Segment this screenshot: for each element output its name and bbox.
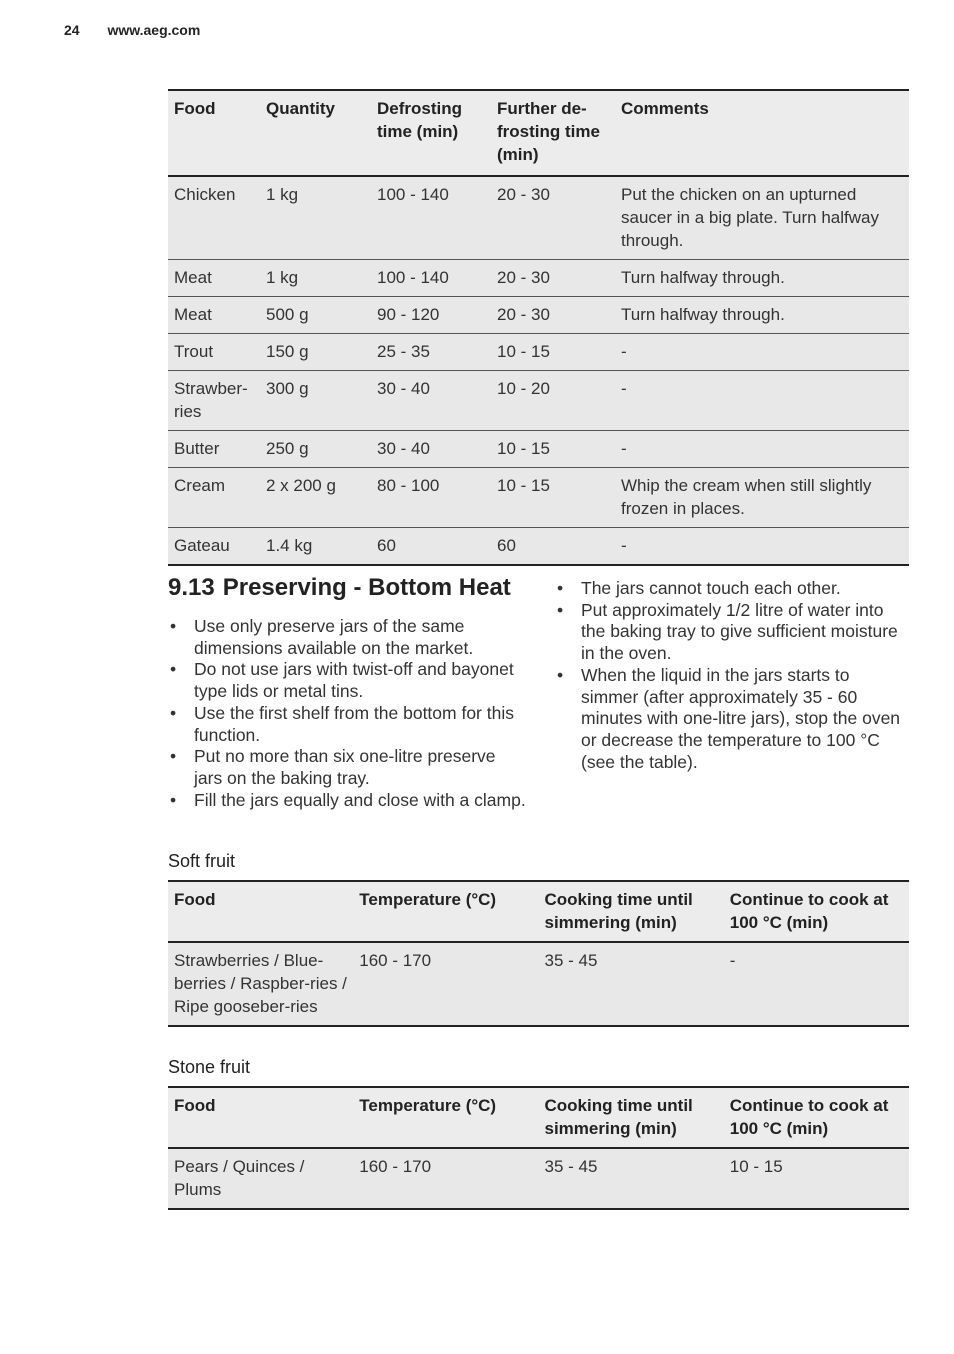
- cell-further-time: 20 - 30: [497, 268, 550, 287]
- column-header: Quantity: [266, 99, 335, 118]
- column-header: Cooking time until simmering (min): [544, 1096, 693, 1138]
- page-header: [64, 22, 200, 38]
- cell-food: Butter: [174, 439, 220, 458]
- stone-fruit-table: [168, 1086, 909, 1210]
- cell-cooking-time: 35 - 45: [544, 951, 598, 970]
- cell-further-time: 60: [497, 536, 516, 555]
- cell-comments: -: [621, 536, 627, 555]
- cell-further-time: 10 - 15: [497, 439, 550, 458]
- list-item: • Put approximately 1/2 litre of water into the baking tray to give sufficient moisture in the oven.: [555, 600, 909, 665]
- page-number: 24: [64, 22, 80, 38]
- cell-food: Trout: [174, 342, 214, 361]
- cell-quantity: 2 x 200 g: [266, 476, 336, 495]
- cell-food: Meat: [174, 305, 212, 324]
- table-row: [168, 1148, 909, 1209]
- cell-defrost-time: 80 - 100: [377, 476, 440, 495]
- table-row: [168, 528, 909, 566]
- cell-further-time: 10 - 20: [497, 379, 550, 398]
- table-row: [168, 431, 909, 468]
- cell-quantity: 500 g: [266, 305, 309, 324]
- cell-comments: -: [621, 439, 627, 458]
- cell-comments: Whip the cream when still slightly frozen in places.: [621, 476, 872, 518]
- list-item: • Fill the jars equally and close with a clamp.: [168, 790, 528, 812]
- cell-continue-time: -: [729, 951, 736, 970]
- cell-food: Cream: [174, 476, 226, 495]
- cell-food: Pears / Quinces / Plums: [174, 1157, 305, 1199]
- column-header: Temperature (°C): [359, 1096, 497, 1115]
- cell-temperature: 160 - 170: [359, 1157, 432, 1176]
- list-item: • When the liquid in the jars starts to simmer (after approximately 35 - 60 minutes with one-litre jars), stop the oven or decrease the temperature to 100 °C (see the table).: [555, 665, 909, 774]
- table-row: [168, 176, 909, 260]
- cell-comments: Turn halfway through.: [621, 268, 785, 287]
- list-item: • The jars cannot touch each other.: [555, 578, 909, 600]
- column-header: Defrosting time (min): [377, 99, 462, 141]
- cell-comments: -: [621, 379, 627, 398]
- list-item: • Do not use jars with twist-off and bayonet type lids or metal tins.: [168, 659, 528, 702]
- cell-further-time: 20 - 30: [497, 305, 550, 324]
- cell-defrost-time: 30 - 40: [377, 379, 430, 398]
- cell-defrost-time: 60: [377, 536, 396, 555]
- cell-defrost-time: 90 - 120: [377, 305, 440, 324]
- list-item: • Use the first shelf from the bottom for this function.: [168, 703, 528, 746]
- cell-quantity: 1.4 kg: [266, 536, 313, 555]
- list-item: • Put no more than six one-litre preserve jars on the baking tray.: [168, 746, 528, 789]
- section-title-text: Preserving - Bottom Heat: [222, 574, 511, 601]
- column-header: Food: [174, 1096, 216, 1115]
- list-item: • Use only preserve jars of the same dimensions available on the market.: [168, 616, 528, 659]
- column-header: Further de-frosting time (min): [497, 99, 600, 164]
- cell-defrost-time: 25 - 35: [377, 342, 430, 361]
- cell-food: Strawberries / Blue-berries / Raspber-ries / Ripe gooseber-ries: [174, 951, 347, 1016]
- defrosting-table: [168, 89, 909, 566]
- cell-comments: Put the chicken on an upturned saucer in a big plate. Turn halfway through.: [621, 185, 879, 250]
- cell-quantity: 1 kg: [266, 268, 299, 287]
- cell-food: Gateau: [174, 536, 230, 555]
- column-header: Food: [174, 99, 216, 118]
- section-number: 9.13: [168, 574, 215, 601]
- cell-food: Meat: [174, 268, 212, 287]
- instruction-list-left: [168, 616, 528, 811]
- cell-defrost-time: 30 - 40: [377, 439, 430, 458]
- column-header: Cooking time until simmering (min): [544, 890, 693, 932]
- column-header: Continue to cook at 100 °C (min): [729, 890, 889, 932]
- table-row: [168, 468, 909, 528]
- table-header-row: [168, 90, 909, 176]
- table-row: [168, 371, 909, 431]
- column-header: Continue to cook at 100 °C (min): [729, 1096, 889, 1138]
- cell-food: Strawber-ries: [174, 379, 248, 421]
- stone-fruit-title: Stone fruit: [168, 1057, 251, 1077]
- table-row: [168, 334, 909, 371]
- cell-food: Chicken: [174, 185, 236, 204]
- cell-quantity: 300 g: [266, 379, 309, 398]
- column-header: Temperature (°C): [359, 890, 497, 909]
- cell-further-time: 20 - 30: [497, 185, 550, 204]
- instruction-list-right: [555, 578, 909, 773]
- table-row: [168, 942, 909, 1026]
- cell-defrost-time: 100 - 140: [377, 268, 449, 287]
- section-title: [168, 574, 511, 602]
- cell-defrost-time: 100 - 140: [377, 185, 449, 204]
- cell-continue-time: 10 - 15: [729, 1157, 783, 1176]
- cell-quantity: 150 g: [266, 342, 309, 361]
- cell-quantity: 250 g: [266, 439, 309, 458]
- column-header: Food: [174, 890, 216, 909]
- website-url: www.aeg.com: [107, 22, 201, 38]
- table-row: [168, 297, 909, 334]
- soft-fruit-title: Soft fruit: [168, 851, 236, 871]
- soft-fruit-table: [168, 880, 909, 1027]
- table-header-row: [168, 881, 909, 942]
- table-row: [168, 260, 909, 297]
- cell-further-time: 10 - 15: [497, 476, 550, 495]
- cell-further-time: 10 - 15: [497, 342, 550, 361]
- cell-comments: -: [621, 342, 627, 361]
- cell-comments: Turn halfway through.: [621, 305, 785, 324]
- table-header-row: [168, 1087, 909, 1148]
- cell-quantity: 1 kg: [266, 185, 299, 204]
- cell-temperature: 160 - 170: [359, 951, 432, 970]
- column-header: Comments: [621, 99, 709, 118]
- cell-cooking-time: 35 - 45: [544, 1157, 598, 1176]
